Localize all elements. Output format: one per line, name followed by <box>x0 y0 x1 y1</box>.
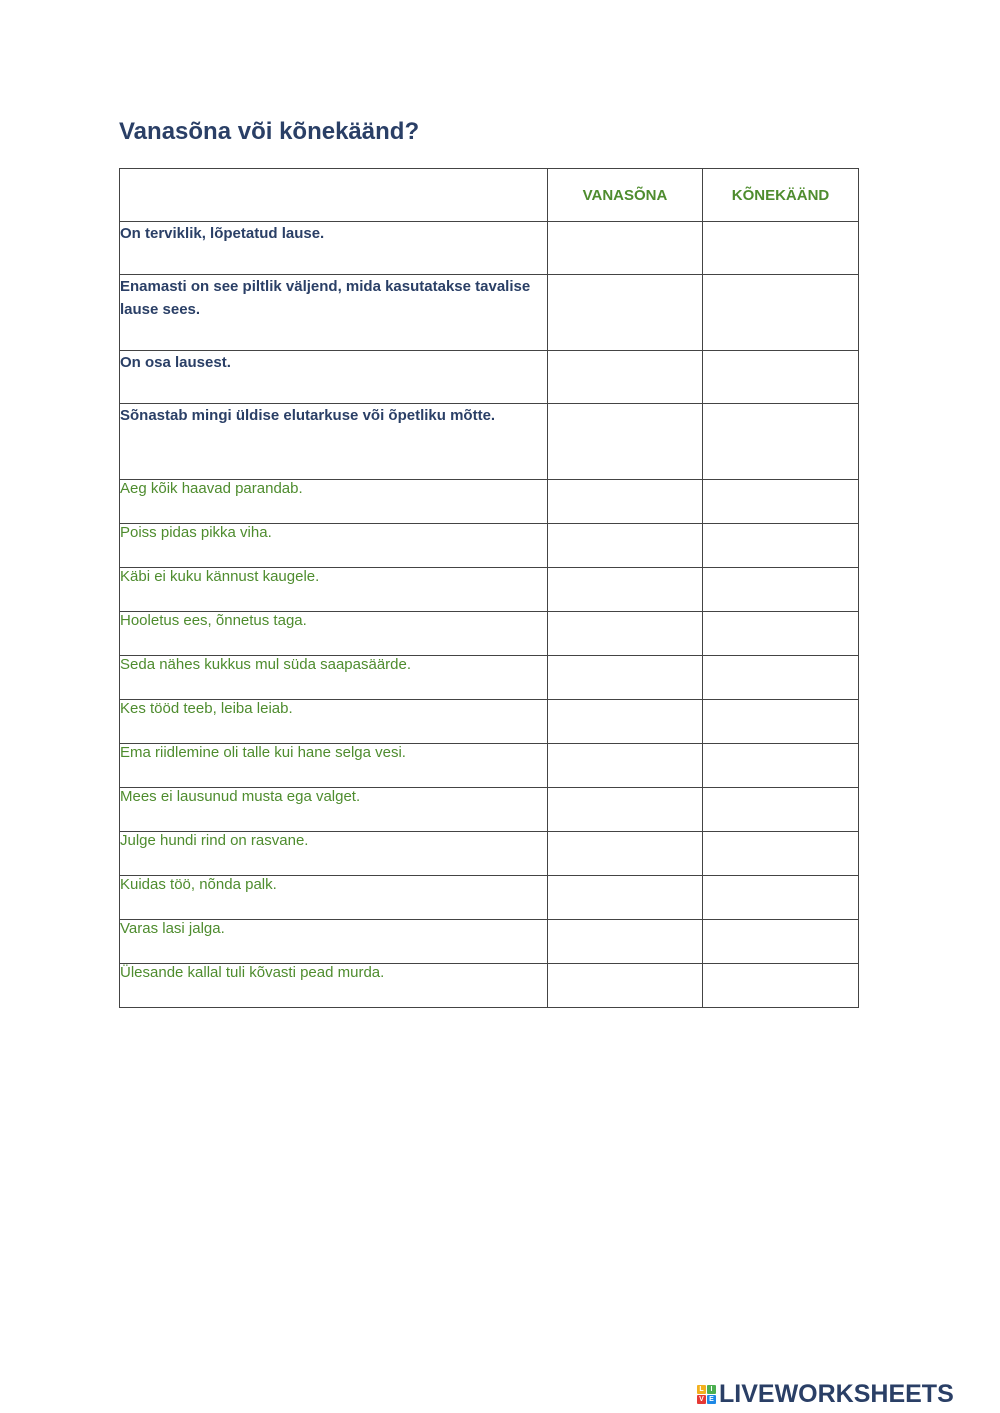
header-empty-cell <box>120 169 548 222</box>
answer-cell-vanasona[interactable] <box>548 788 703 832</box>
table-row <box>120 832 859 876</box>
table-header-row <box>120 169 859 222</box>
criterion-row <box>120 222 859 275</box>
liveworksheets-brand <box>697 1381 954 1407</box>
table-row <box>120 964 859 1008</box>
criterion-text: On osa lausest. <box>120 351 548 404</box>
logo-letter: I <box>707 1385 716 1394</box>
table-row <box>120 788 859 832</box>
table-row <box>120 524 859 568</box>
answer-cell-vanasona[interactable] <box>548 612 703 656</box>
answer-cell-vanasona[interactable] <box>548 744 703 788</box>
table-row <box>120 744 859 788</box>
item-text: Hooletus ees, õnnetus taga. <box>120 612 548 656</box>
brand-text: LIVEWORKSHEETS <box>719 1379 954 1408</box>
criterion-text: Enamasti on see piltlik väljend, mida kasutatakse tavalise lause sees. <box>120 275 548 351</box>
table-row <box>120 876 859 920</box>
table-row <box>120 568 859 612</box>
answer-cell-konekaand[interactable] <box>703 964 859 1008</box>
answer-cell-konekaand[interactable] <box>703 656 859 700</box>
answer-cell-konekaand[interactable] <box>703 568 859 612</box>
criterion-text: Sõnastab mingi üldise elutarkuse või õpetliku mõtte. <box>120 404 548 480</box>
answer-cell-konekaand[interactable] <box>703 700 859 744</box>
answer-cell-vanasona[interactable] <box>548 876 703 920</box>
item-text: Seda nähes kukkus mul süda saapasäärde. <box>120 656 548 700</box>
table-row <box>120 480 859 524</box>
item-text: Ema riidlemine oli talle kui hane selga vesi. <box>120 744 548 788</box>
header-konekaand: KÕNEKÄÄND <box>703 169 859 222</box>
item-text: Kes tööd teeb, leiba leiab. <box>120 700 548 744</box>
answer-cell-vanasona[interactable] <box>548 656 703 700</box>
answer-cell-vanasona[interactable] <box>548 920 703 964</box>
item-text: Kuidas töö, nõnda palk. <box>120 876 548 920</box>
answer-cell-vanasona[interactable] <box>548 480 703 524</box>
page-title: Vanasõna või kõnekäänd? <box>119 118 420 145</box>
answer-cell-konekaand[interactable] <box>703 404 859 480</box>
answer-cell-vanasona[interactable] <box>548 700 703 744</box>
item-text: Julge hundi rind on rasvane. <box>120 832 548 876</box>
answer-cell-konekaand[interactable] <box>703 524 859 568</box>
item-text: Poiss pidas pikka viha. <box>120 524 548 568</box>
logo-letter: L <box>697 1385 706 1394</box>
table-row <box>120 612 859 656</box>
logo-letter: V <box>697 1395 706 1404</box>
answer-cell-vanasona[interactable] <box>548 275 703 351</box>
answer-cell-vanasona[interactable] <box>548 964 703 1008</box>
classification-table <box>119 168 859 1008</box>
answer-cell-vanasona[interactable] <box>548 351 703 404</box>
answer-cell-vanasona[interactable] <box>548 832 703 876</box>
answer-cell-konekaand[interactable] <box>703 788 859 832</box>
answer-cell-konekaand[interactable] <box>703 222 859 275</box>
item-text: Käbi ei kuku kännust kaugele. <box>120 568 548 612</box>
item-text: Varas lasi jalga. <box>120 920 548 964</box>
answer-cell-konekaand[interactable] <box>703 275 859 351</box>
table-row <box>120 656 859 700</box>
answer-cell-vanasona[interactable] <box>548 524 703 568</box>
table-row <box>120 920 859 964</box>
answer-cell-vanasona[interactable] <box>548 222 703 275</box>
logo-letter: E <box>707 1395 716 1404</box>
liveworksheets-logo-icon <box>697 1385 716 1404</box>
header-vanasona: VANASÕNA <box>548 169 703 222</box>
answer-cell-vanasona[interactable] <box>548 568 703 612</box>
criterion-row <box>120 404 859 480</box>
answer-cell-konekaand[interactable] <box>703 351 859 404</box>
answer-cell-konekaand[interactable] <box>703 876 859 920</box>
criterion-text: On terviklik, lõpetatud lause. <box>120 222 548 275</box>
answer-cell-konekaand[interactable] <box>703 832 859 876</box>
answer-cell-konekaand[interactable] <box>703 744 859 788</box>
answer-cell-vanasona[interactable] <box>548 404 703 480</box>
criterion-row <box>120 351 859 404</box>
table-row <box>120 700 859 744</box>
answer-cell-konekaand[interactable] <box>703 480 859 524</box>
answer-cell-konekaand[interactable] <box>703 612 859 656</box>
criterion-row <box>120 275 859 351</box>
answer-cell-konekaand[interactable] <box>703 920 859 964</box>
item-text: Aeg kõik haavad parandab. <box>120 480 548 524</box>
item-text: Mees ei lausunud musta ega valget. <box>120 788 548 832</box>
item-text: Ülesande kallal tuli kõvasti pead murda. <box>120 964 548 1008</box>
